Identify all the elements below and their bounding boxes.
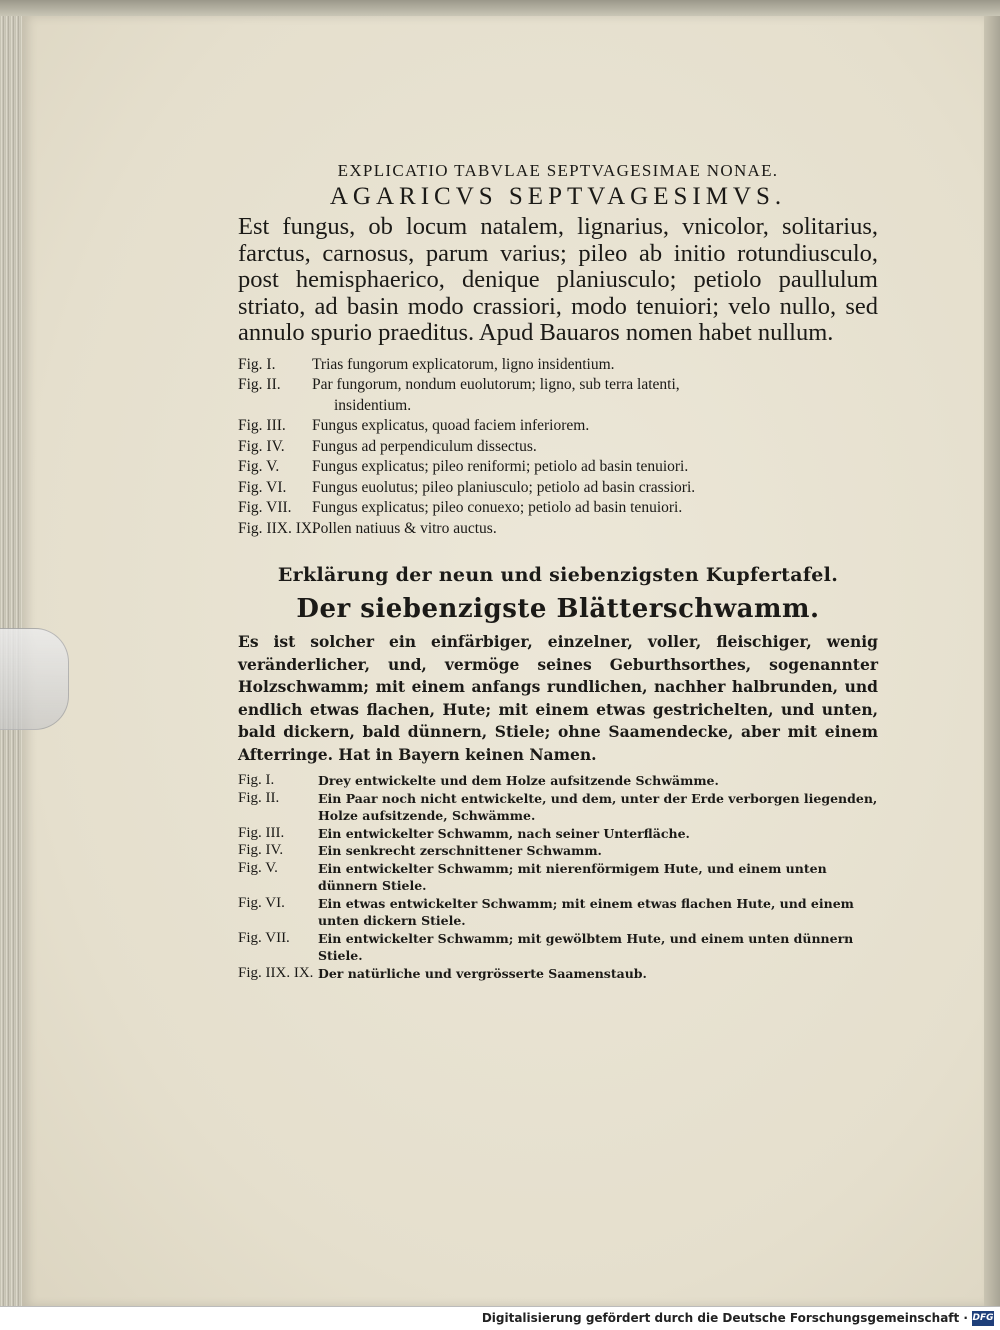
german-heading: Erklärung der neun und siebenzigsten Kupfertafel. xyxy=(277,564,839,586)
latin-figure-item: Fig. III. Fungus explicatus, quoad faciem inferiorem. xyxy=(238,417,590,434)
footer-bar xyxy=(0,1306,1000,1330)
german-figure-item: Fig. V. Ein entwickelter Schwamm; mit nierenförmigem Hute, und einem unten dünnern Stiele. xyxy=(238,859,827,893)
funding-notice: Digitalisierung gefördert durch die Deutsche Forschungsgemeinschaft · xyxy=(481,1311,968,1325)
german-body: Es ist solcher ein einfärbiger, einzelner, voller, fleischiger, wenig veränderlicher, und, vermöge seines Geburthsorthes, sogenannter Holzschwamm; mit einem anfangs rundlichen, nachher halbrunden, und endlich etwas flachen, Hute; mit einem etwas gestrichelten, und unten, bald dickern, bald dünnern, Stiele; ohne Saamendecke, aber mit einem Afterringe. Hat in Bayern keinen Namen. xyxy=(238,632,878,764)
latin-figure-item: Fig. IV. Fungus ad perpendiculum dissectus. xyxy=(238,437,537,455)
german-figure-item: Fig. IV. Ein senkrecht zerschnittener Schwamm. xyxy=(238,842,602,858)
german-figure-list xyxy=(238,772,878,982)
latin-title: AGARICVS SEPTVAGESIMVS. xyxy=(329,183,787,210)
latin-figure-item: Fig. IIX. IX. Pollen natiuus & vitro auctus. xyxy=(238,519,497,537)
german-figure-item: Fig. I. Drey entwickelte und dem Holze aufsitzende Schwämme. xyxy=(238,772,719,788)
german-title: Der siebenzigste Blätterschwamm. xyxy=(296,594,820,624)
german-figure-item: Fig. VII. Ein entwickelter Schwamm; mit gewölbtem Hute, und einem unten dünnern Stiele. xyxy=(238,929,854,963)
latin-body: Est fungus, ob locum natalem, lignarius, vnicolor, solitarius, farctus, carnosus, parum varius; pileo ab initio rotundiusculo, post hemisphaerico, denique planiusculo; petiolo paullulum striato, ad basin modo crassiori, modo tenuiori; velo nullo, sed annulo spurio praeditus. Apud Bauaros nomen habet nullum. xyxy=(238,213,878,346)
german-figure-item: Fig. IIX. IX. Der natürliche und vergrösserte Saamenstaub. xyxy=(238,964,647,981)
page-clip xyxy=(0,628,69,730)
latin-heading: EXPLICATIO TABVLAE SEPTVAGESIMAE NONAE. xyxy=(337,161,779,180)
german-figure-item: Fig. III. Ein entwickelter Schwamm, nach seiner Unterfläche. xyxy=(238,824,690,841)
latin-figure-list xyxy=(238,355,878,540)
latin-figure-item: Fig. II. Par fungorum, nondum euolutorum; ligno, sub terra latenti, insidentium. xyxy=(238,376,680,414)
right-page-edge xyxy=(984,16,1000,1306)
dfg-logo: DFG xyxy=(972,1311,994,1326)
latin-figure-item: Fig. VI. Fungus euolutus; pileo planiusculo; petiolo ad basin crassiori. xyxy=(238,478,696,496)
german-figure-item: Fig. II. Ein Paar noch nicht entwickelte, und dem, unter der Erde verborgen liegenden, Holze aufsitzende, Schwämme. xyxy=(238,789,878,823)
page-text xyxy=(238,146,878,982)
latin-figure-item: Fig. VII. Fungus explicatus; pileo conuexo; petiolo ad basin tenuiori. xyxy=(238,499,683,516)
german-figure-item: Fig. VI. Ein etwas entwickelter Schwamm; mit einem etwas flachen Hute, und einem unten dickern Stiele. xyxy=(238,894,854,928)
latin-figure-item: Fig. I. Trias fungorum explicatorum, ligno insidentium. xyxy=(238,355,615,373)
latin-figure-item: Fig. V. Fungus explicatus; pileo reniformi; petiolo ad basin tenuiori. xyxy=(238,458,689,475)
top-page-edge xyxy=(0,0,1000,16)
